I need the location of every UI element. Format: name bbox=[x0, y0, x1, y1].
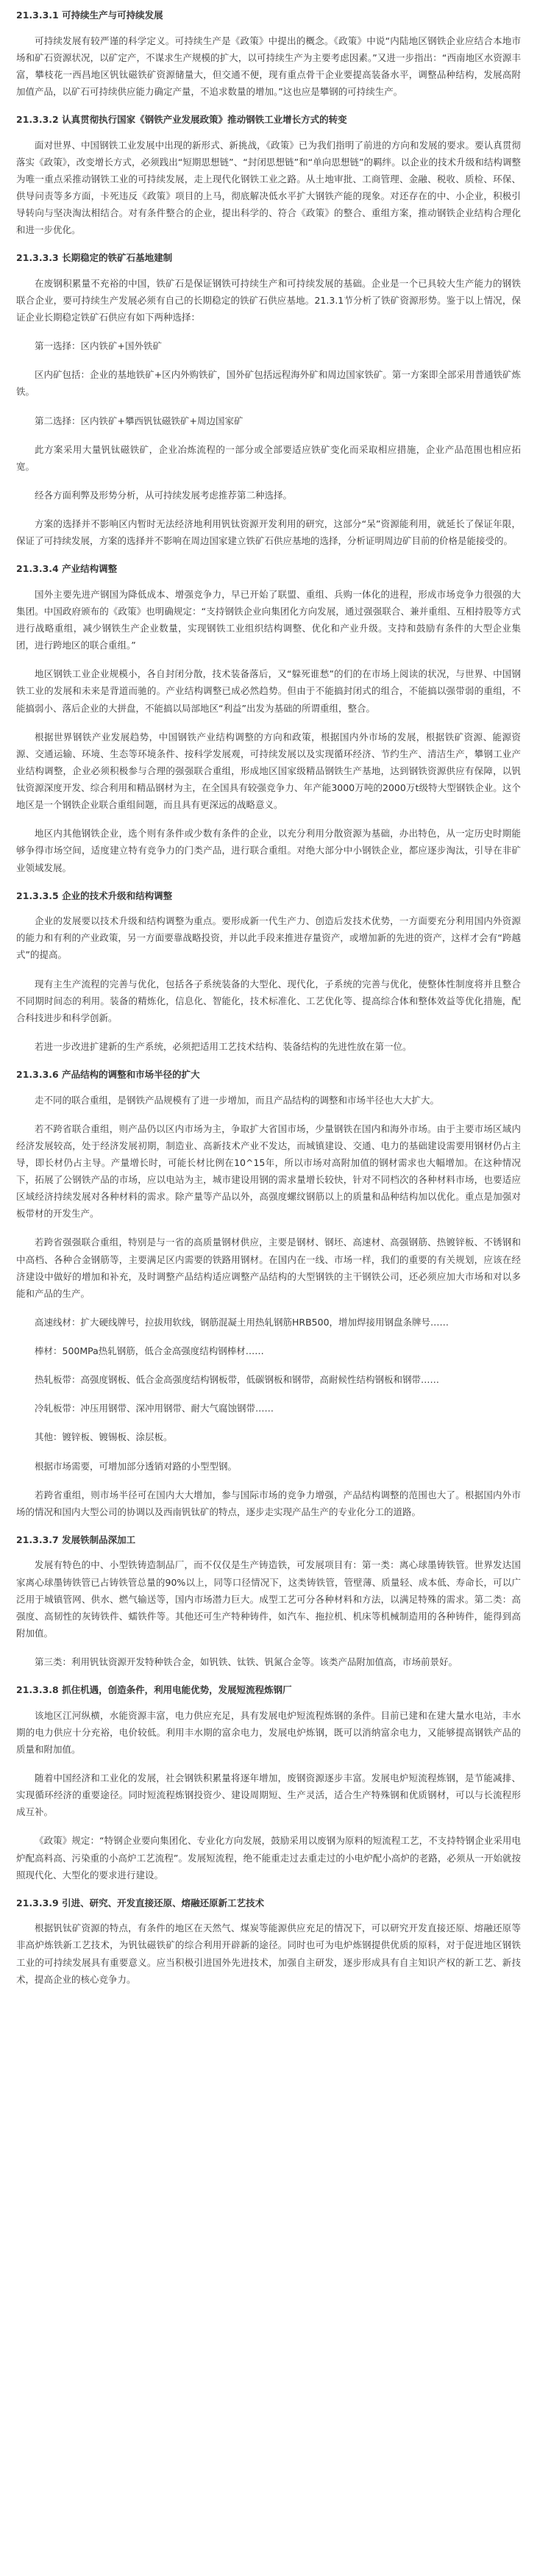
paragraph: 地区内其他钢铁企业，选个则有条件或少数有条件的企业，以充分利用分散资源为基础，办出特色，从一定历史时期能够争得市场空间，适度建立特有竞争力的门类产品，进行联合重组。对绝大部分中小钢铁企业，都应逐步淘汰，引导在非矿业领域发展。 bbox=[16, 828, 521, 873]
paragraph: 此方案采用大量钒钛磁铁矿，企业冶炼流程的一部分或全部要适应铁矿变化而采取相应措施，企业产品范围也相应拓宽。 bbox=[16, 443, 521, 472]
paragraph: 高速线材：扩大硬线牌号，拉拔用软线，钢筋混凝土用热轧钢筋HRB500，增加焊接用钢盘条牌号…… bbox=[35, 1316, 449, 1328]
paragraph: 若跨省重组，则市场半径可在国内大大增加，参与国际市场的竞争力增强，产品结构调整的范围也大了。根据国内外市场的情况和国内大型公司的协调以及西南钒钛矿的特点，逐步走实现产品生产的专业化分工的道路。 bbox=[16, 1489, 521, 1517]
paragraph: 可持续发展有较严谨的科学定义。可持续生产是《政策》中提出的概念。《政策》中说“内陆地区钢铁企业应结合本地市场和矿石资源状况，以矿定产，不谋求生产规模的扩大，以可持续生产为主要考虑因素。”又进一步指出：“西南地区水资源丰富，攀枝花一西昌地区钒钛磁铁矿资源储量大，但交通不便，现有重点骨干企业要提高装备水平，调整品种结构，发展高附加值产品，以矿石可持续供应能力确定产量，不追求数量的增加。”这也应是攀钢的可持续生产。 bbox=[16, 35, 521, 97]
paragraph: 第一选择：区内铁矿+国外铁矿 bbox=[35, 340, 162, 352]
paragraph: 企业的发展要以技术升级和结构调整为重点。要形成新一代生产力、创造后发技术优势，一方面要充分利用国内外资源的能力和有利的产业政策，另一方面要靠战略投资，并以此手段来推进存量资产，或增加新的先进的资产，这样才会有“跨越式”的提高。 bbox=[16, 915, 521, 961]
section-heading: 21.3.3.1 可持续生产与可持续发展 bbox=[16, 10, 163, 21]
paragraph: 面对世界、中国钢铁工业发展中出现的新形式、新挑战，《政策》已为我们指明了前进的方向和发展的要求。要认真贯彻落实《政策》，改变增长方式，必须践出“短期思想链”、“封闭思想链”和“单向思想链”的羁绊。以企业的技术升级和结构调整为唯一重点采推动钢铁工业的可持续发展，走上现代化钢铁工业之路。从土地审批、工商管理、金融、税收、质检、环保、供导问责等多方面，卡死违反《政策》项目的上马，彻底解决低水平扩大钢铁产能的现象。对还存在的中、小企业，积极引导转向与坚决淘汰相结合。对有条件整合的企业，提出科学的、符合《政策》的整合、重组方案，推动钢铁企业结构合理化和进一步优化。 bbox=[16, 139, 521, 236]
paragraph: 若不跨省联合重组，则产品仍以区内市场为主，争取扩大省国市场，少量钢铁在国内和海外市场。由于主要市场区域内经济发展较高，处于经济发展初期，制造业、高新技术产业不发达，而城镇建设、交通、电力的基础建设需要用钢材仍占主导，即长材仍占主导。产量增长时，可能长材比例在10^15年，所以市场对高附加值的钢材需求也大幅增加。在这种情况下，拓展了公钢铁产品的市场，应以电站为主，城市建设用钢的需求量增长较快，针对不同档次的各种材料市场，也要适应区域经济持续发展对各种材料的需求。除产量等产品以外，高强度螺纹钢筋以上的质量和品种结构加以优化。重点是加强对板带材的开发生产。 bbox=[16, 1123, 521, 1220]
paragraph: 根据市场需要，可增加部分透销对路的小型型钢。 bbox=[35, 1460, 238, 1472]
section-heading: 21.3.3.6 产品结构的调整和市场半径的扩大 bbox=[16, 1069, 200, 1080]
paragraph: 走不同的联合重组，是钢铁产品规模有了进一步增加，而且产品结构的调整和市场半径也大大扩大。 bbox=[35, 1094, 440, 1106]
section-heading: 21.3.3.7 发展铁制品深加工 bbox=[16, 1534, 136, 1545]
paragraph: 方案的选择并不影响区内暂时无法经济地利用钒钛资源开发利用的研究，这部分“呆”资源能利用，就延长了保证年限，保证了可持续发展，方案的选择并不影响在周边国家建立铁矿石供应基地的选择，分析证明周边矿目前的价格是能接受的。 bbox=[16, 518, 521, 547]
paragraph: 国外主要先进产钢国为降低成本、增强竞争力，早已开始了联盟、重组、兵购一体化的进程，形成市场竞争力很强的大集团。中国政府颁布的《政策》也明确规定：“支持钢铁企业向集团化方向发展，通过强强联合、兼并重组、互相持股等方式进行战略重组，减少钢铁生产企业数量，实现钢铁工业组织结构调整、优化和产业升级。支持和鼓励有条件的大型企业集团，进行跨地区的联合重组。” bbox=[16, 588, 521, 651]
section-heading: 21.3.3.2 认真贯彻执行国家《钢铁产业发展政策》推动钢铁工业增长方式的转变 bbox=[16, 114, 347, 125]
paragraph: 随着中国经济和工业化的发展，社会钢铁积累量将逐年增加，废钢资源逐步丰富。发展电炉短流程炼钢，是节能减排、实现循环经济的重要途径。同时短流程炼钢投资少、建设周期短、生产灵活，适合生产特殊钢和优质钢材，可以与长流程形成互补。 bbox=[16, 1772, 521, 1818]
section-heading: 21.3.3.5 企业的技术升级和结构调整 bbox=[16, 890, 173, 901]
paragraph: 经各方面利弊及形势分析，从可持续发展考虑推荐第二种选择。 bbox=[35, 489, 293, 501]
paragraph: 在废钢积累量不充裕的中国，铁矿石是保证钢铁可持续生产和可持续发展的基础。企业是一个已具较大生产能力的钢铁联合企业，要可持续生产发展必须有自己的长期稳定的铁矿石供应基地。21.3.1节分析了铁矿资源形势。鉴于以上情况，保证企业长期稳定铁矿石供应有如下两种选择： bbox=[16, 277, 521, 323]
section-heading: 21.3.3.9 引进、研究、开发直接还原、熔融还原新工艺技术 bbox=[16, 1897, 265, 1908]
section-heading: 21.3.3.4 产业结构调整 bbox=[16, 563, 118, 575]
paragraph: 热轧板带：高强度钢板、低合金高强度结构钢板带，低碳钢板和钢带，高耐候性结构钢板和钢带…… bbox=[35, 1374, 440, 1386]
paragraph: 冷轧板带：冲压用钢带、深冲用钢带、耐大气腐蚀钢带…… bbox=[35, 1403, 274, 1414]
paragraph: 发展有特色的中、小型铁铸造制品厂，而不仅仅是生产铸造铁，可发展项目有：第一类：离心球墨铸铁管。世界发达国家离心球墨铸铁管已占铸铁管总量的90%以上，同等口径情况下，这类铸铁管，管壁薄、质量轻、成本低、寿命长，可以广泛用于城镇管网、供水、燃气输送等，国内市场潜力巨大。成型工艺可分各种材料和方法，以满足特殊的需求。第二类：高强度、高韧性的灰铸铁件、蠕铁件等。其他还可生产特种铸件，如汽车、拖拉机、机床等机械制造用的各种铸件，能得到高附加值。 bbox=[16, 1559, 521, 1639]
paragraph: 现有主生产流程的完善与优化，包括各子系统装备的大型化、现代化，子系统的完善与优化，使整体性制度将并且整合不同期时间态的利用。装备的精炼化，信息化、智能化，技术标准化、工艺优化等、提高综合体和整体效益等优化措施，配合科技进步和科学创新。 bbox=[16, 978, 521, 1023]
paragraph: 其他：镀锌板、镀锡板、涂层板。 bbox=[35, 1431, 173, 1443]
paragraph: 第三类：利用钒钛资源开发特种铁合金，如钒铁、钛铁、钒氮合金等。该类产品附加值高，市场前景好。 bbox=[35, 1656, 458, 1667]
paragraph: 区内矿包括：企业的基地铁矿+区内外购铁矿，国外矿包括远程海外矿和周边国家铁矿。第一方案即全部采用普通铁矿炼铁。 bbox=[16, 369, 521, 398]
paragraph: 根据世界钢铁产业发展趋势，中国钢铁产业结构调整的方向和政策，根据国内外市场的发展，根据铁矿资源、能源资源、交通运输、环境、生态等环境条件、按科学发展观，可持续发展以及实现循环经济、节约生产、清洁生产，攀钢工业产业结构调整，企业必须积极参与合理的强强联合重组，形成地区国家级精品钢铁生产基地，达到钢铁资源供应有保障，以钒钛资源深度开发、综合利用和精品钢材为主，在全国具有较强竞争力、年产能3000万吨的2000万t级特大型钢铁企业。这个地区是一个钢铁企业联合重组间题，而且具有更深远的战略意义。 bbox=[16, 731, 521, 811]
paragraph: 若进一步改进扩建新的生产系统，必须把适用工艺技术结构、装备结构的先进性放在第一位。 bbox=[35, 1040, 412, 1052]
paragraph: 该地区江河纵横，水能资源丰富，电力供应充足，具有发展电炉短流程炼钢的条件。目前已建和在建大量水电站，丰水期的电力供应十分充裕，电价较低。利用丰水期的富余电力，发展电炉炼钢，既可以消纳富余电力，又能够提高钢铁产品的质量和附加值。 bbox=[16, 1709, 521, 1755]
paragraph: 若跨省强强联合重组，特别是与一省的高质量钢材供应，主要是钢材、钢坯、高速材、高强钢筋、热镀锌板、不锈钢和中高档、各种合金钢筋等，主要满足区内需要的铁路用钢材。在国内在一线、市场一样，我们的重要的有关规划，应该在经济建设中做好的增加和补充，及时调整产品结构适应调整产品结构的大型钢铁的主干钢铁公司，还必须应加大市场和对以多能和产品的生产。 bbox=[16, 1237, 521, 1299]
article-content bbox=[16, 0, 521, 2576]
paragraph: 地区钢铁工业企业规模小，各自封闭分散，技术装备落后，又“躲死谁愁”的们的在市场上阅读的状况，与世界、中国钢铁工业的发展和未来是背道而驰的。产业结构调整已成必然趋势。但由于不能搞封闭式的组合，不能搞以强带弱的重组，不能搞弱小、落后企业的大拼盘，不能搞以局部地区“利益”出发为基础的所谓重组，整合。 bbox=[16, 668, 521, 714]
paragraph: 《政策》规定：“特钢企业要向集团化、专业化方向发展，鼓励采用以废钢为原料的短流程工艺，不支持特钢企业采用电炉配高料高、污染重的小高炉工艺流程”。发展短流程，绝不能重走过去重走过的小电炉配小高炉的老路，必须从一开始就按照现代化、大型化的要求进行建设。 bbox=[16, 1835, 521, 1881]
section-heading: 21.3.3.8 抓住机遇，创造条件，利用电能优势，发展短流程炼钢厂 bbox=[16, 1684, 292, 1696]
section-heading: 21.3.3.3 长期稳定的铁矿石基地建制 bbox=[16, 252, 173, 264]
paragraph: 根据钒钛矿资源的特点，有条件的地区在天然气、煤炭等能源供应充足的情况下，可以研究开发直接还原、熔融还原等非高炉炼铁新工艺技术，为钒钛磁铁矿的综合利用开辟新的途径。同时也可为电炉炼钢提供优质的原料，对于促进地区钢铁工业的可持续发展具有重要意义。应当积极引进国外先进技术，加强自主研发，逐步形成具有自主知识产权的新工艺、新技术，提高企业的核心竞争力。 bbox=[16, 1922, 521, 1985]
paragraph: 第二选择：区内铁矿+攀西钒钛磁铁矿+周边国家矿 bbox=[35, 415, 243, 426]
paragraph: 棒材：500MPa热轧钢筋，低合金高强度结构钢棒材…… bbox=[35, 1345, 264, 1356]
